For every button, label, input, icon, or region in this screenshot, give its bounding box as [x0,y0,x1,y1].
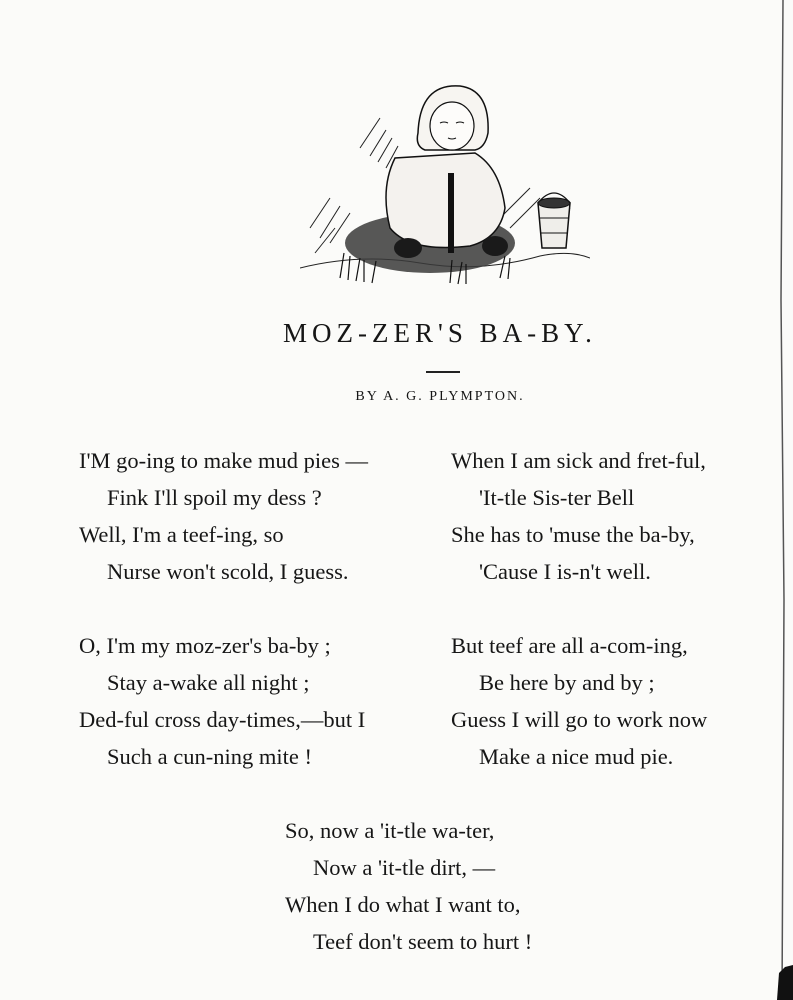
poem-line: But teef are all a-com-ing, [451,633,688,658]
poem-line: Teef don't seem to hurt ! [313,929,533,954]
poem-line: 'It-tle Sis-ter Bell [479,485,635,510]
page-edge-mark [771,955,793,1000]
poem-line: Now a 'it-tle dirt, — [313,855,496,880]
poem-line: Fink I'll spoil my dess ? [107,485,322,510]
poem-line: So, now a 'it-tle wa-ter, [285,818,495,843]
poem-line: When I am sick and fret-ful, [451,448,706,473]
poem-line: I'M go-ing to make mud pies — [79,448,369,473]
book-spine-edge [775,0,793,1000]
poem-line: Nurse won't scold, I guess. [107,559,349,584]
poem-line: Such a cun-ning mite ! [107,744,312,769]
poem-line: Stay a-wake all night ; [107,670,310,695]
poem-line: Well, I'm a teef-ing, so [79,522,284,547]
poem-line: Ded-ful cross day-times,—but I [79,707,366,732]
poem-line: Guess I will go to work now [451,707,708,732]
poem-line: She has to 'muse the ba-by, [451,522,695,547]
poem-line: O, I'm my moz-zer's ba-by ; [79,633,331,658]
stanza-4 [451,627,707,775]
stanza-1 [79,442,368,590]
stanza-3 [451,442,706,590]
poem-line: 'Cause I is-n't well. [479,559,651,584]
child-with-mud-pail-illustration [300,78,590,298]
title-divider [426,371,460,373]
stanza-5 [285,812,532,960]
poem-line: Make a nice mud pie. [479,744,674,769]
stanza-2 [79,627,365,775]
author-byline: BY A. G. PLYMPTON. [355,389,525,404]
poem-line: Be here by and by ; [479,670,655,695]
poem-title: MOZ-ZER'S BA-BY. [283,318,597,348]
poem-line: When I do what I want to, [285,892,521,917]
